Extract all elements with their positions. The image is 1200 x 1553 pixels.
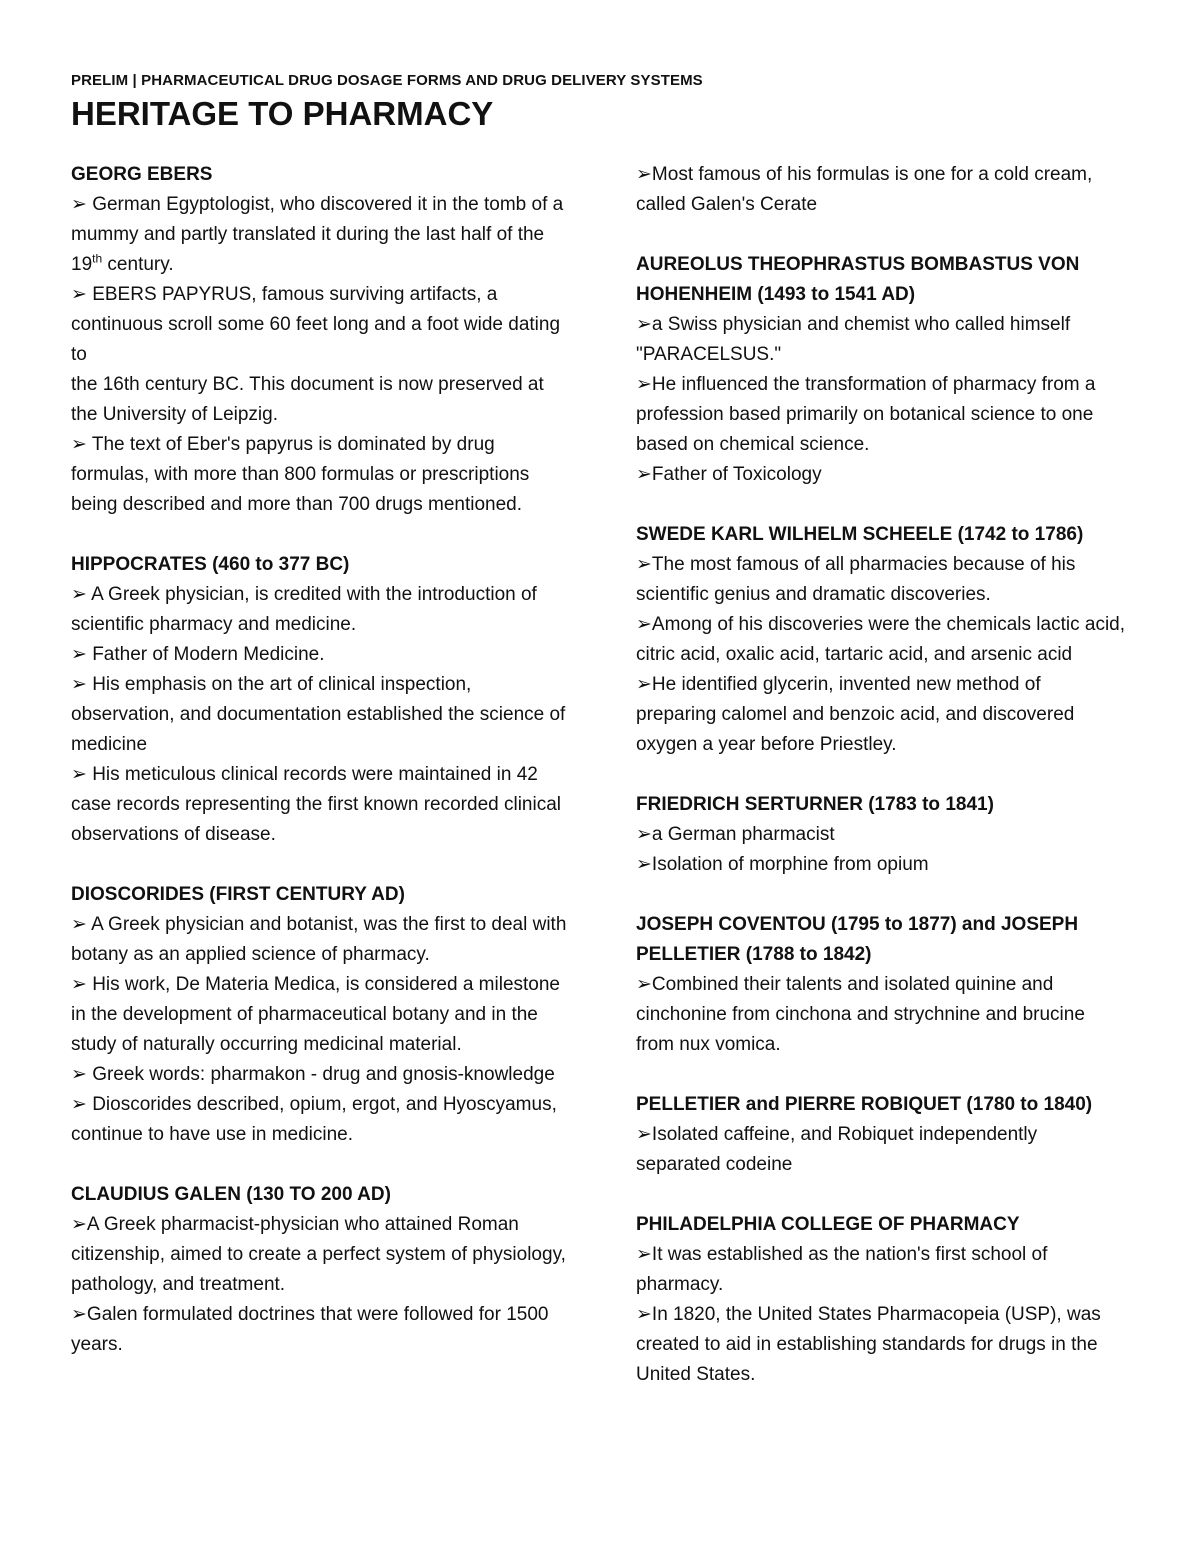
bullet-item [71, 190, 571, 280]
section-title: FRIEDRICH SERTURNER (1783 to 1841) [636, 794, 994, 815]
section-title: PHILADELPHIA COLLEGE OF PHARMACY [636, 1214, 1020, 1235]
bullet-item: ➢The most famous of all pharmacies because of his scientific genius and dramatic discoveries. [636, 554, 1076, 605]
bullet-item: ➢ A Greek physician and botanist, was the first to deal with botany as an applied science of pharmacy. [71, 914, 567, 965]
bullet-item: ➢Isolation of morphine from opium [636, 854, 929, 875]
bullet-item: ➢He identified glycerin, invented new method of preparing calomel and benzoic acid, and discovered oxygen a year before Priestley. [636, 674, 1075, 755]
section-philadelphia-college [636, 1210, 1126, 1390]
document-header [71, 70, 1131, 134]
bullet-item: the 16th century BC. This document is now preserved at the University of Leipzig. [71, 374, 544, 425]
bullet-item: ➢ Father of Modern Medicine. [71, 644, 325, 665]
section-paracelsus [636, 250, 1126, 490]
bullet-item: ➢ His meticulous clinical records were maintained in 42 case records representing the first known recorded clinical observations of disease. [71, 764, 562, 845]
superscript: th [92, 251, 103, 266]
bullet-item: ➢Combined their talents and isolated quinine and cinchonine from cinchona and strychnine and brucine from nux vomica. [636, 974, 1085, 1055]
bullet-item: ➢ A Greek physician, is credited with the introduction of scientific pharmacy and medicine. [71, 584, 537, 635]
bullet-item: ➢In 1820, the United States Pharmacopeia (USP), was created to aid in establishing standards for drugs in the United States. [636, 1304, 1101, 1385]
course-subtitle: PRELIM | PHARMACEUTICAL DRUG DOSAGE FORMS AND DRUG DELIVERY SYSTEMS [71, 72, 703, 89]
bullet-item: ➢He influenced the transformation of pharmacy from a profession based primarily on botanical science to one based on chemical science. [636, 374, 1096, 455]
section-serturner [636, 790, 1126, 880]
section-hippocrates [71, 550, 571, 850]
bullet-text: ➢ German Egyptologist, who discovered it in the tomb of a mummy and partly translated it during the last half of the 19 [71, 194, 564, 275]
bullet-item: ➢ His work, De Materia Medica, is considered a milestone in the development of pharmaceutical botany and in the study of naturally occurring medicinal material. [71, 974, 560, 1055]
bullet-item: ➢Galen formulated doctrines that were followed for 1500 years. [71, 1304, 549, 1355]
section-coventou-pelletier [636, 910, 1126, 1060]
bullet-text: century. [102, 254, 174, 275]
bullet-item: ➢ EBERS PAPYRUS, famous surviving artifacts, a continuous scroll some 60 feet long and a foot wide dating to [71, 284, 561, 365]
section-title: DIOSCORIDES (FIRST CENTURY AD) [71, 884, 405, 905]
bullet-item: ➢ Dioscorides described, opium, ergot, and Hyoscyamus, continue to have use in medicine. [71, 1094, 557, 1145]
page-title: HERITAGE TO PHARMACY [71, 95, 494, 132]
bullet-item: ➢a Swiss physician and chemist who called himself "PARACELSUS." [636, 314, 1071, 365]
bullet-item: ➢Most famous of his formulas is one for a cold cream, called Galen's Cerate [636, 164, 1093, 215]
section-galen-continued [636, 160, 1126, 220]
section-georg-ebers [71, 160, 571, 520]
bullet-item: ➢a German pharmacist [636, 824, 835, 845]
bullet-item: ➢ His emphasis on the art of clinical inspection, observation, and documentation established the science of medicine [71, 674, 566, 755]
section-title: HIPPOCRATES (460 to 377 BC) [71, 554, 350, 575]
section-title: GEORG EBERS [71, 164, 213, 185]
section-dioscorides [71, 880, 571, 1150]
right-column [636, 160, 1126, 1420]
section-claudius-galen [71, 1180, 571, 1360]
section-scheele [636, 520, 1126, 760]
bullet-item: ➢Isolated caffeine, and Robiquet independently separated codeine [636, 1124, 1038, 1175]
section-title: JOSEPH COVENTOU (1795 to 1877) and JOSEPH PELLETIER (1788 to 1842) [636, 914, 1079, 965]
bullet-item: ➢Among of his discoveries were the chemicals lactic acid, citric acid, oxalic acid, tartaric acid, and arsenic acid [636, 614, 1126, 665]
section-title: PELLETIER and PIERRE ROBIQUET (1780 to 1840) [636, 1094, 1093, 1115]
bullet-item: ➢ Greek words: pharmakon - drug and gnosis-knowledge [71, 1064, 555, 1085]
bullet-item: ➢ The text of Eber's papyrus is dominated by drug formulas, with more than 800 formulas or prescriptions being described and more than 700 drugs mentioned. [71, 434, 530, 515]
bullet-item: ➢Father of Toxicology [636, 464, 822, 485]
left-column [71, 160, 571, 1390]
bullet-item: ➢It was established as the nation's first school of pharmacy. [636, 1244, 1048, 1295]
section-title: SWEDE KARL WILHELM SCHEELE (1742 to 1786) [636, 524, 1084, 545]
section-title: AUREOLUS THEOPHRASTUS BOMBASTUS VON HOHENHEIM (1493 to 1541 AD) [636, 254, 1080, 305]
bullet-item: ➢A Greek pharmacist-physician who attained Roman citizenship, aimed to create a perfect system of physiology, pathology, and treatment. [71, 1214, 566, 1295]
section-title: CLAUDIUS GALEN (130 TO 200 AD) [71, 1184, 391, 1205]
section-pelletier-robiquet [636, 1090, 1126, 1180]
